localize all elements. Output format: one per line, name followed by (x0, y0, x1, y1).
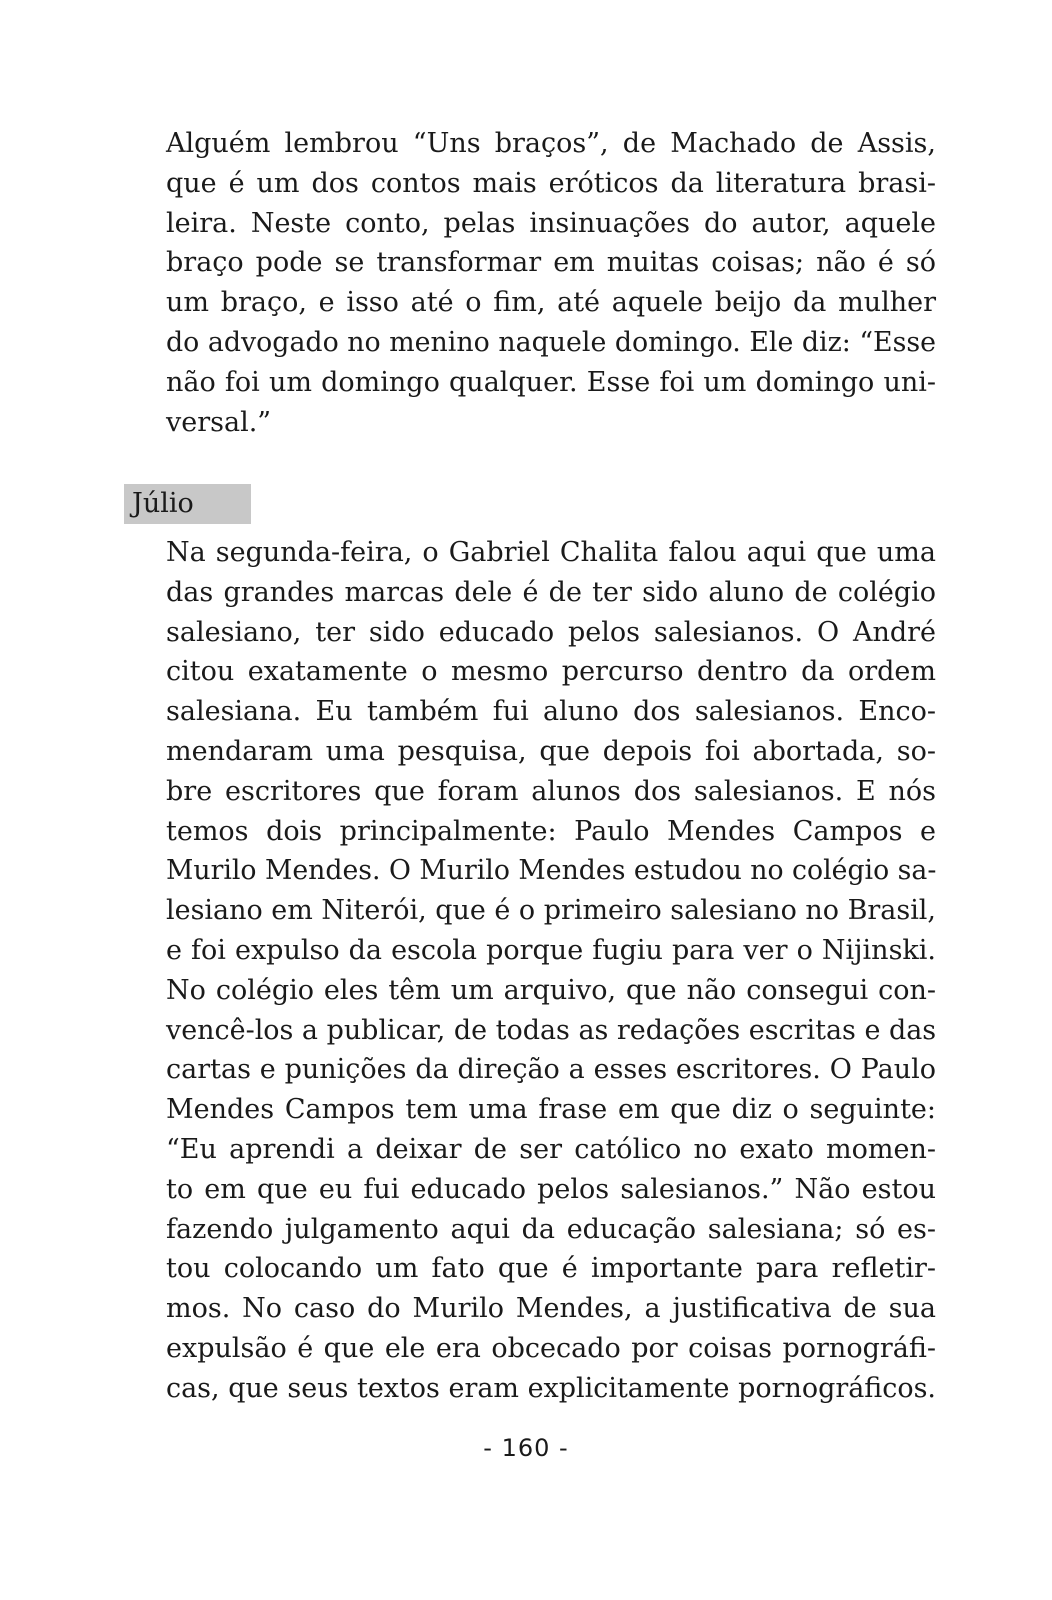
paragraph-1-line: Alguém lembrou “Uns braços”, de Machado de Assis, (166, 128, 936, 159)
paragraph-2-line: citou exatamente o mesmo percurso dentro da ordem (166, 656, 936, 688)
paragraph-2-line: vencê-los a publicar, de todas as redações escritas e das (166, 1014, 937, 1046)
paragraph-2-line: temos dois principalmente: Paulo Mendes Campos e (166, 815, 936, 847)
paragraph-1-line: que é um dos contos mais eróticos da literatura brasi- (166, 167, 936, 199)
paragraph-1-line: braço pode se transformar em muitas coisas; não é só (166, 247, 936, 279)
paragraph-2-line: cas, que seus textos eram explicitamente pornográficos. (166, 1372, 936, 1404)
speaker-label (124, 484, 251, 524)
paragraph-1 (166, 124, 936, 442)
paragraph-2-line: fazendo julgamento aqui da educação salesiana; só es- (166, 1213, 936, 1245)
speaker-name: Júlio (132, 488, 194, 519)
paragraph-2-line: salesiana. Eu também fui aluno dos salesianos. Enco- (166, 696, 936, 728)
paragraph-2-line: das grandes marcas dele é de ter sido aluno de colégio (166, 576, 936, 608)
paragraph-1-line: não foi um domingo qualquer. Esse foi um domingo uni- (166, 366, 936, 398)
paragraph-2-line: expulsão é que ele era obcecado por coisas pornográfi- (166, 1332, 936, 1364)
paragraph-2-line: Na segunda-feira, o Gabriel Chalita falou aqui que uma (166, 537, 936, 568)
paragraph-2-line: tou colocando um fato que é importante para refletir- (166, 1253, 936, 1285)
paragraph-1-line: um braço, e isso até o fim, até aquele beijo da mulher (166, 287, 936, 319)
paragraph-2-line: e foi expulso da escola porque fugiu para ver o Nijinski. (166, 934, 936, 966)
paragraph-2-line: No colégio eles têm um arquivo, que não consegui con- (166, 974, 936, 1006)
paragraph-2-line: Murilo Mendes. O Murilo Mendes estudou no colégio sa- (166, 855, 937, 887)
paragraph-2-line: bre escritores que foram alunos dos salesianos. E nós (166, 775, 936, 807)
paragraph-2-line: to em que eu fui educado pelos salesianos.” Não estou (166, 1173, 936, 1205)
paragraph-2-line: lesiano em Niterói, que é o primeiro salesiano no Brasil, (166, 895, 936, 927)
paragraph-2-line: mos. No caso do Murilo Mendes, a justificativa de sua (166, 1293, 936, 1325)
paragraph-2-line: salesiano, ter sido educado pelos salesianos. O André (166, 616, 936, 648)
paragraph-2-line: “Eu aprendi a deixar de ser católico no exato momen- (166, 1133, 936, 1165)
paragraph-1-line: do advogado no menino naquele domingo. Ele diz: “Esse (166, 326, 936, 358)
paragraph-2 (166, 533, 936, 1409)
page-number: - 160 - (483, 1434, 569, 1462)
paragraph-2-line: mendaram uma pesquisa, que depois foi abortada, so- (166, 735, 936, 767)
paragraph-1-line: leira. Neste conto, pelas insinuações do autor, aquele (166, 207, 936, 239)
paragraph-1-line: versal.” (166, 406, 272, 438)
paragraph-2-line: cartas e punições da direção a esses escritores. O Paulo (166, 1054, 936, 1086)
paragraph-2-line: Mendes Campos tem uma frase em que diz o seguinte: (166, 1094, 936, 1126)
